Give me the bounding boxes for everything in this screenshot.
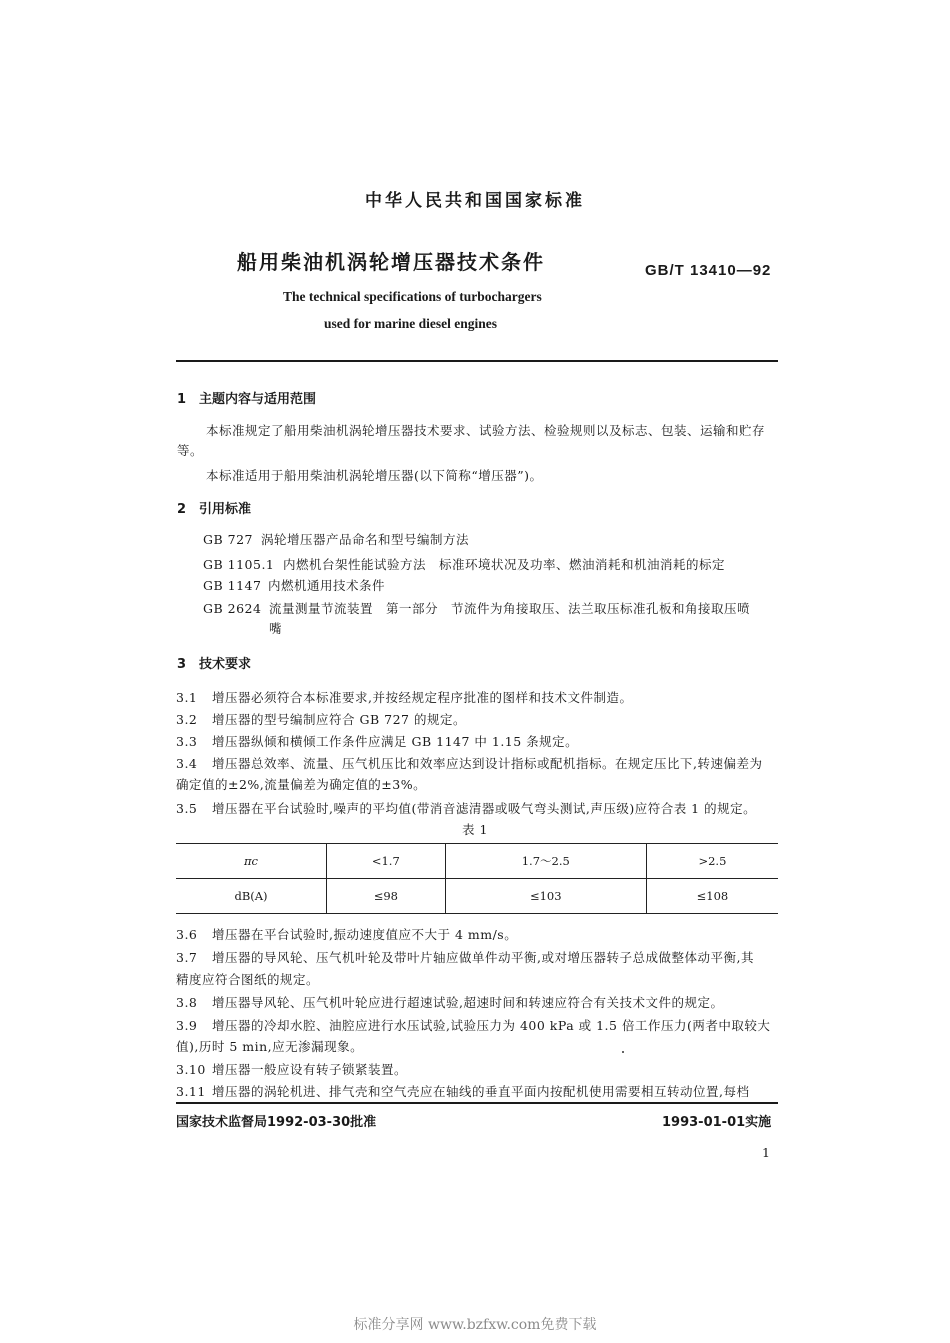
table-cell: <1.7	[327, 844, 446, 879]
table-cell: dB(A)	[176, 879, 327, 914]
clause-continuation: 值),历时 5 min,应无渗漏现象。	[176, 1039, 364, 1054]
reference-item	[203, 530, 469, 548]
header-divider	[176, 360, 778, 362]
clause-3-1	[176, 688, 632, 706]
reference-text: 内燃机通用技术条件	[268, 578, 386, 593]
clause-text: 增压器一般应设有转子锁紧装置。	[212, 1062, 408, 1077]
clause-continuation: 精度应符合图纸的规定。	[176, 972, 320, 987]
clause-number: 3.4	[176, 756, 198, 771]
reference-text: 流量测量节流装置 第一部分 节流件为角接取压、法兰取压标准孔板和角接取压喷	[269, 601, 751, 616]
reference-item	[203, 576, 385, 594]
table-caption: 表 1	[462, 822, 488, 837]
clause-3-5	[176, 799, 756, 817]
english-title-line1: The technical specifications of turbochargers	[283, 289, 542, 304]
watermark: 标准分享网 www.bzfxw.com免费下载	[353, 1317, 597, 1333]
reference-code: GB 727	[203, 532, 254, 547]
reference-continuation: 嘴	[269, 621, 283, 636]
clause-text: 增压器的冷却水腔、油腔应进行水压试验,试验压力为 400 kPa 或 1.5 倍工作压力(两者中取较大	[212, 1018, 771, 1033]
clause-text: 增压器纵倾和横倾工作条件应满足 GB 1147 中 1.15 条规定。	[212, 734, 579, 749]
section-title: 主题内容与适用范围	[199, 392, 317, 407]
approval-note: 国家技术监督局1992-03-30批准	[176, 1115, 377, 1130]
section-1-heading	[177, 388, 316, 407]
reference-item	[203, 599, 750, 617]
section-number: 3	[177, 657, 187, 672]
section-title: 引用标准	[199, 502, 252, 517]
clause-3-9	[176, 1016, 770, 1034]
reference-text: 涡轮增压器产品命名和型号编制方法	[261, 532, 470, 547]
table-row	[176, 879, 778, 914]
clause-text: 增压器导风轮、压气机叶轮应进行超速试验,超速时间和转速应符合有关技术文件的规定。	[212, 995, 724, 1010]
page-number: 1	[762, 1145, 771, 1160]
document-title: 船用柴油机涡轮增压器技术条件	[237, 250, 545, 274]
clause-number: 3.2	[176, 712, 198, 727]
paragraph: 本标准规定了船用柴油机涡轮增压器技术要求、试验方法、检验规则以及标志、包装、运输和贮存	[206, 423, 766, 438]
scan-speck	[622, 1051, 624, 1053]
clause-3-7	[176, 948, 754, 966]
clause-text: 增压器在平台试验时,噪声的平均值(带消音滤清器或吸气弯头测试,声压级)应符合表 1 的规定。	[212, 801, 757, 816]
standard-code: GB/T 13410—92	[645, 262, 772, 279]
effective-date: 1993-01-01实施	[662, 1115, 772, 1130]
table-cell: ≤108	[646, 879, 778, 914]
clause-number: 3.11	[176, 1084, 206, 1099]
clause-number: 3.5	[176, 801, 198, 816]
clause-text: 增压器总效率、流量、压气机压比和效率应达到设计指标或配机指标。在规定压比下,转速偏差为	[212, 756, 763, 771]
table-1	[176, 843, 778, 914]
standard-org-heading: 中华人民共和国国家标准	[365, 191, 585, 211]
clause-number: 3.9	[176, 1018, 198, 1033]
section-title: 技术要求	[199, 657, 252, 672]
clause-number: 3.8	[176, 995, 198, 1010]
table-cell: πc	[176, 844, 327, 879]
footer-divider	[176, 1102, 778, 1104]
reference-text: 内燃机台架性能试验方法 标准环境状况及功率、燃油消耗和机油消耗的标定	[283, 557, 726, 572]
paragraph-continuation: 等。	[177, 443, 204, 458]
table-cell: ≤103	[445, 879, 646, 914]
english-title-line2: used for marine diesel engines	[324, 316, 497, 331]
section-number: 2	[177, 502, 187, 517]
table-cell: 1.7～2.5	[445, 844, 646, 879]
reference-item	[203, 555, 725, 573]
table-cell: >2.5	[646, 844, 778, 879]
section-2-heading	[177, 498, 251, 517]
clause-3-10	[176, 1060, 407, 1078]
reference-code: GB 2624	[203, 601, 262, 616]
paragraph: 本标准适用于船用柴油机涡轮增压器(以下简称“增压器”)。	[206, 468, 543, 483]
table-row	[176, 844, 778, 879]
clause-text: 增压器的导风轮、压气机叶轮及带叶片轴应做单件动平衡,或对增压器转子总成做整体动平衡,其	[212, 950, 754, 965]
clause-text: 增压器的涡轮机进、排气壳和空气壳应在轴线的垂直平面内按配机使用需要相互转动位置,每档	[212, 1084, 750, 1099]
clause-number: 3.1	[176, 690, 198, 705]
clause-3-3	[176, 732, 578, 750]
clause-3-2	[176, 710, 466, 728]
clause-number: 3.10	[176, 1062, 206, 1077]
clause-number: 3.7	[176, 950, 198, 965]
clause-number: 3.3	[176, 734, 198, 749]
clause-text: 增压器在平台试验时,振动速度值应不大于 4 mm/s。	[212, 927, 518, 942]
reference-code: GB 1105.1	[203, 557, 275, 572]
clause-3-6	[176, 925, 517, 943]
reference-code: GB 1147	[203, 578, 262, 593]
clause-3-8	[176, 993, 723, 1011]
clause-continuation: 确定值的±2%,流量偏差为确定值的±3%。	[176, 777, 427, 792]
section-3-heading	[177, 653, 251, 672]
clause-3-11	[176, 1082, 749, 1100]
clause-number: 3.6	[176, 927, 198, 942]
clause-3-4	[176, 754, 762, 772]
clause-text: 增压器的型号编制应符合 GB 727 的规定。	[212, 712, 466, 727]
section-number: 1	[177, 392, 187, 407]
clause-text: 增压器必须符合本标准要求,并按经规定程序批准的图样和技术文件制造。	[212, 690, 633, 705]
table-cell: ≤98	[327, 879, 446, 914]
